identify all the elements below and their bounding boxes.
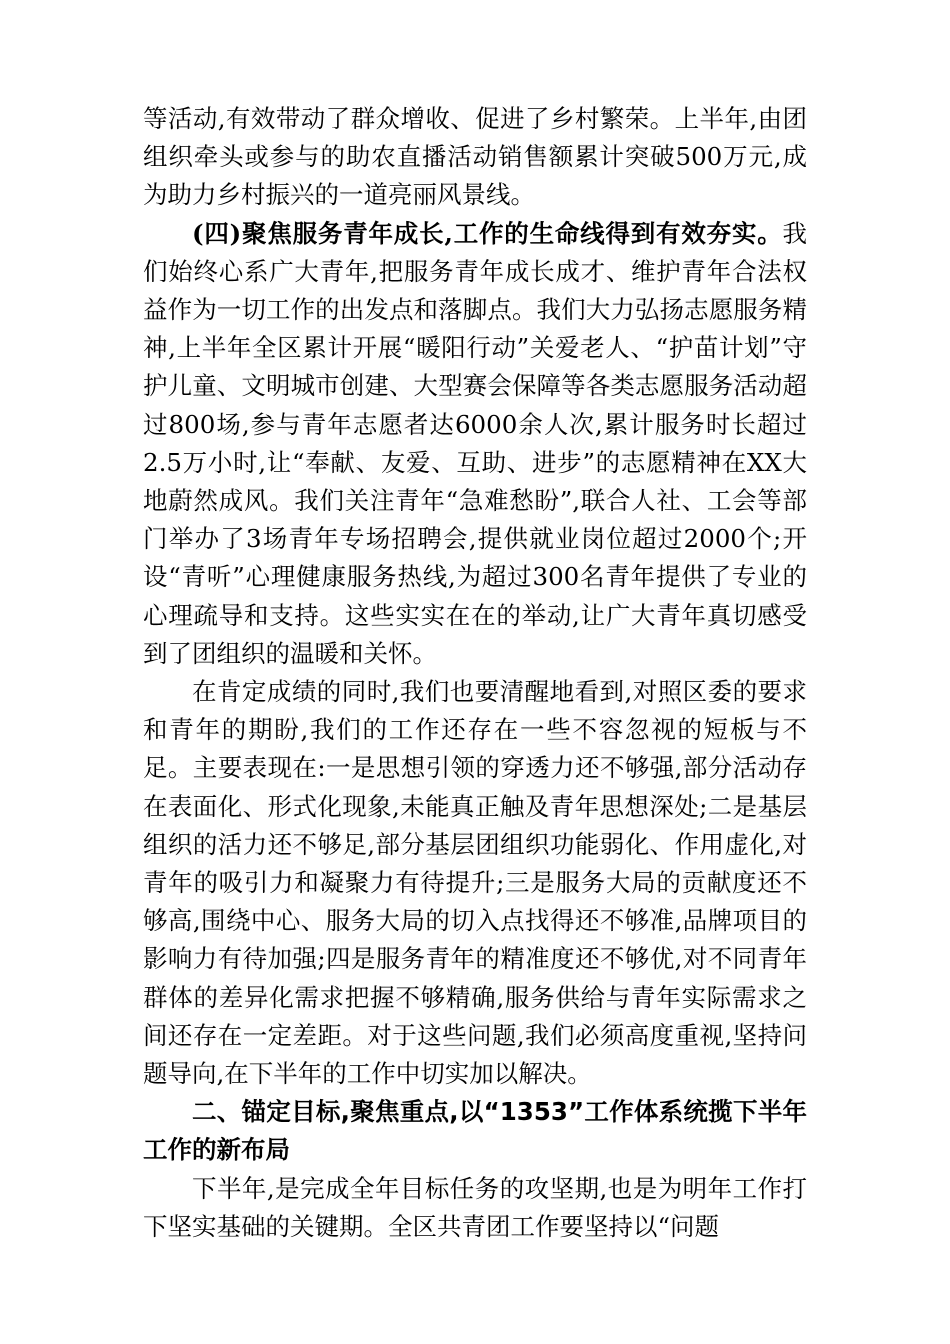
paragraph-second-half-intro: 下半年,是完成全年目标任务的攻坚期,也是为明年工作打下坚实基础的关键期。全区共青团工作要坚持以“问题 bbox=[143, 1173, 807, 1241]
document-page bbox=[143, 100, 807, 1246]
section-2-heading: 二、锚定目标,聚焦重点,以“1353”工作体系统揽下半年工作的新布局 bbox=[143, 1097, 807, 1165]
paragraph-section-4 bbox=[143, 215, 807, 673]
section-4-subheading: (四)聚焦服务青年成长,工作的生命线得到有效夯实。 bbox=[192, 218, 783, 248]
paragraph-rural-livestream: 等活动,有效带动了群众增收、促进了乡村繁荣。上半年,由团组织牵头或参与的助农直播活动销售额累计突破500万元,成为助力乡村振兴的一道亮丽风景线。 bbox=[143, 104, 807, 210]
paragraph-shortcomings: 在肯定成绩的同时,我们也要清醒地看到,对照区委的要求和青年的期盼,我们的工作还存在一些不容忽视的短板与不足。主要表现在:一是思想引领的穿透力还不够强,部分活动存在表面化、形式化现象,未能真正触及青年思想深处;二是基层组织的活力还不够足,部分基层团组织功能弱化、作用虚化,对青年的吸引力和凝聚力有待提升;三是服务大局的贡献度还不够高,围绕中心、服务大局的切入点找得还不够准,品牌项目的影响力有待加强;四是服务青年的精准度还不够优,对不同青年群体的差异化需求把握不够精确,服务供给与青年实际需求之间还存在一定差距。对于这些问题,我们必须高度重视,坚持问题导向,在下半年的工作中切实加以解决。 bbox=[143, 677, 807, 1089]
section-4-body: 我们始终心系广大青年,把服务青年成长成才、维护青年合法权益作为一切工作的出发点和落脚点。我们大力弘扬志愿服务精神,上半年全区累计开展“暖阳行动”关爱老人、“护苗计划”守护儿童、文明城市创建、大型赛会保障等各类志愿服务活动超过800场,参与青年志愿者达6000余人次,累计服务时长超过2.5万小时,让“奉献、友爱、互助、进步”的志愿精神在XX大地蔚然成风。我们关注青年“急难愁盼”,联合人社、工会等部门举办了3场青年专场招聘会,提供就业岗位超过2000个;开设“青听”心理健康服务热线,为超过300名青年提供了专业的心理疏导和支持。这些实实在在的举动,让广大青年真切感受到了团组织的温暖和关怀。 bbox=[143, 218, 807, 668]
